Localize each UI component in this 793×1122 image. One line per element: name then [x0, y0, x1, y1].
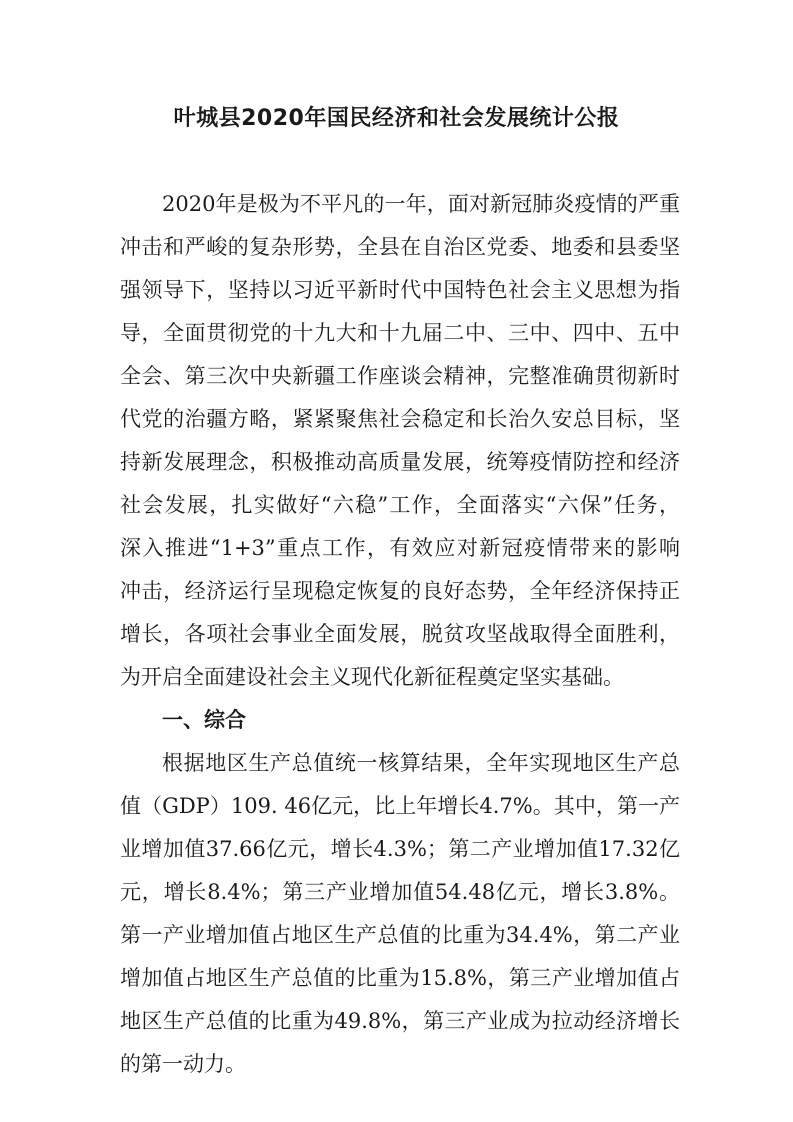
section-line: 第一产业增加值占地区生产总值的比重为34.4%，第二产业: [120, 923, 680, 947]
section-line: 地区生产总值的比重为49.8%，第三产业成为拉动经济增长: [120, 1009, 680, 1033]
document-title: 叶城县2020年国民经济和社会发展统计公报: [173, 106, 620, 131]
section-line: 的第一动力。: [120, 1052, 246, 1076]
intro-line: 强领导下，坚持以习近平新时代中国特色社会主义思想为指: [120, 278, 680, 302]
section-line: 元，增长8.4%；第三产业增加值54.48亿元，增长3.8%。: [120, 880, 680, 904]
intro-line: 代党的治疆方略，紧紧聚焦社会稳定和长治久安总目标，坚: [120, 407, 680, 431]
intro-line: 冲击，经济运行呈现稳定恢复的良好态势，全年经济保持正: [120, 579, 680, 603]
intro-line: 深入推进“1+3”重点工作，有效应对新冠疫情带来的影响: [120, 536, 680, 560]
intro-line: 导，全面贯彻党的十九大和十九届二中、三中、四中、五中: [120, 321, 680, 345]
section-line: 业增加值37.66亿元，增长4.3%；第二产业增加值17.32亿: [120, 837, 680, 861]
section-line: 增加值占地区生产总值的比重为15.8%，第三产业增加值占: [120, 966, 680, 990]
intro-line: 为开启全面建设社会主义现代化新征程奠定坚实基础。: [120, 665, 624, 689]
intro-line: 全会、第三次中央新疆工作座谈会精神，完整准确贯彻新时: [120, 364, 680, 388]
intro-line: 社会发展，扎实做好“六稳”工作，全面落实“六保”任务，: [120, 493, 680, 517]
section-heading: 一、综合: [162, 708, 246, 732]
intro-line: 增长，各项社会事业全面发展，脱贫攻坚战取得全面胜利，: [120, 622, 680, 646]
section-line: 根据地区生产总值统一核算结果，全年实现地区生产总: [162, 751, 680, 775]
intro-line: 冲击和严峻的复杂形势，全县在自治区党委、地委和县委坚: [120, 235, 680, 259]
section-line: 值（GDP）109. 46亿元，比上年增长4.7%。其中，第一产: [120, 794, 680, 818]
intro-line: 持新发展理念，积极推动高质量发展，统筹疫情防控和经济: [120, 450, 680, 474]
intro-line: 2020年是极为不平凡的一年，面对新冠肺炎疫情的严重: [162, 192, 680, 216]
